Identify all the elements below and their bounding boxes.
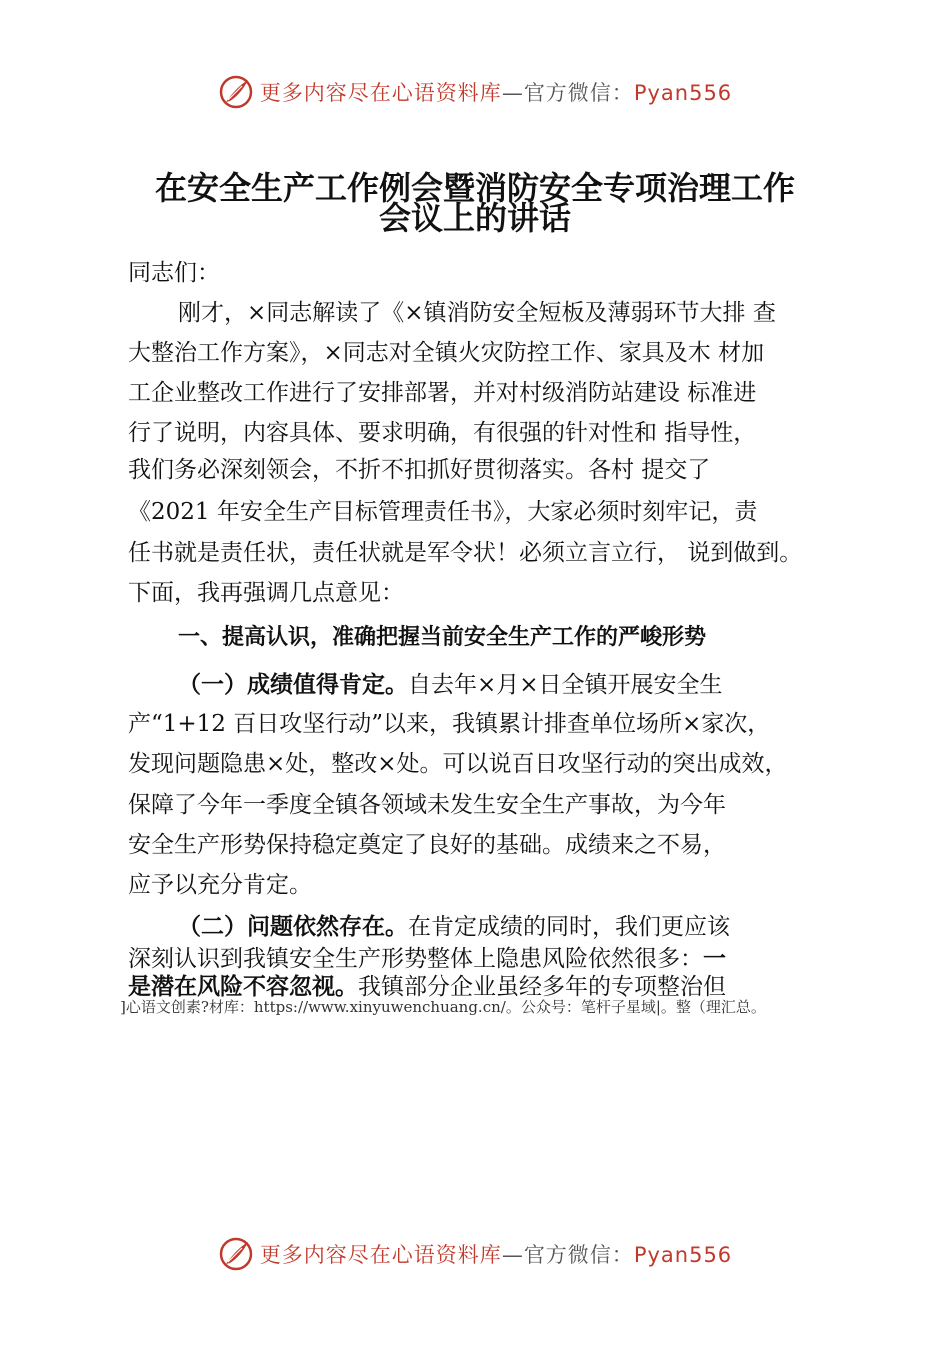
paragraph-line: 大整治工作方案》，×同志对全镇火灾防控工作、家具及木 材加 (128, 340, 765, 366)
paragraph-line: 保障了今年一季度全镇各领域未发生安全生产事故，为今年 (128, 792, 726, 818)
paragraph-line: 《2021 年安全生产目标管理责任书》，大家必须时刻牢记，责 (128, 499, 758, 525)
subsection-1-text: 自去年×月×日全镇开展安全生 (408, 672, 723, 698)
subsection-2-line-2-text: 深刻认识到我镇安全生产形势整体上隐患风险依然很多： (128, 946, 703, 972)
subsection-1-heading: （一）成绩值得肯定。 (178, 672, 408, 698)
paragraph-line: 我们务必深刻领会，不折不扣抓好贯彻落实。各村 提交了 (128, 457, 711, 483)
subsection-1-first-line (178, 670, 723, 700)
banner-text (260, 1239, 732, 1269)
footer-banner (0, 1230, 950, 1278)
source-watermark-line: ]心语文创素?材库：https://www.xinyuwenchuang.cn/。公众号：笔杆子星域|。整（理汇总。 (120, 998, 766, 1016)
paragraph-line: 下面，我再强调几点意见： (128, 580, 404, 606)
salutation: 同志们： (128, 260, 220, 286)
header-banner (0, 68, 950, 116)
paragraph-line: 产“1+12 百日攻坚行动”以来，我镇累计排查单位场所×家次， (128, 711, 771, 737)
subsection-2-first-line (178, 912, 730, 942)
paragraph-line: 行了说明，内容具体、要求明确，有很强的针对性和 指导性， (128, 420, 757, 446)
banner-site-name: 更多内容尽在心语资料库 (259, 1243, 502, 1267)
document-title-line-1: 在安全生产工作例会暨消防安全专项治理工作 (154, 169, 795, 207)
section-heading-1: 一、提高认识，准确把握当前安全生产工作的严峻形势 (178, 625, 707, 650)
feather-pen-logo-icon (218, 1236, 254, 1272)
subsection-2-heading: （二）问题依然存在。 (178, 914, 408, 940)
banner-dash: — (501, 1243, 524, 1267)
paragraph-line: 发现问题隐患×处，整改×处。可以说百日攻坚行动的突出成效， (128, 751, 788, 777)
subsection-2-line-3-text: 我镇部分企业虽经多年的专项整治但 (358, 974, 726, 1000)
document-title-line-2: 会议上的讲话 (378, 199, 571, 237)
banner-site-name: 更多内容尽在心语资料库 (259, 81, 502, 105)
paragraph-line: 应予以充分肯定。 (128, 872, 312, 898)
subsection-2-text: 在肯定成绩的同时，我们更应该 (408, 914, 730, 940)
banner-text (260, 77, 732, 107)
paragraph-line (128, 944, 726, 974)
subsection-2-line-3-bold: 是潜在风险不容忽视。 (128, 974, 358, 1000)
banner-wechat-id: Pyan556 (633, 81, 733, 105)
banner-wechat-label: 官方微信： (523, 81, 634, 105)
subsection-2-line-2-bold: 一 (703, 946, 726, 972)
feather-pen-logo-icon (218, 74, 254, 110)
banner-wechat-id: Pyan556 (633, 1243, 733, 1267)
paragraph-line: 刚才，×同志解读了《×镇消防安全短板及薄弱环节大排 查 (178, 300, 776, 326)
paragraph-line: 工企业整改工作进行了安排部署，并对村级消防站建设 标准进 (128, 380, 757, 406)
banner-dash: — (501, 81, 524, 105)
paragraph-line: 任书就是责任状，责任状就是军令状！必须立言立行， 说到做到。 (128, 540, 803, 566)
paragraph-line: 安全生产形势保持稳定奠定了良好的基础。成绩来之不易， (128, 832, 726, 858)
banner-wechat-label: 官方微信： (523, 1243, 634, 1267)
